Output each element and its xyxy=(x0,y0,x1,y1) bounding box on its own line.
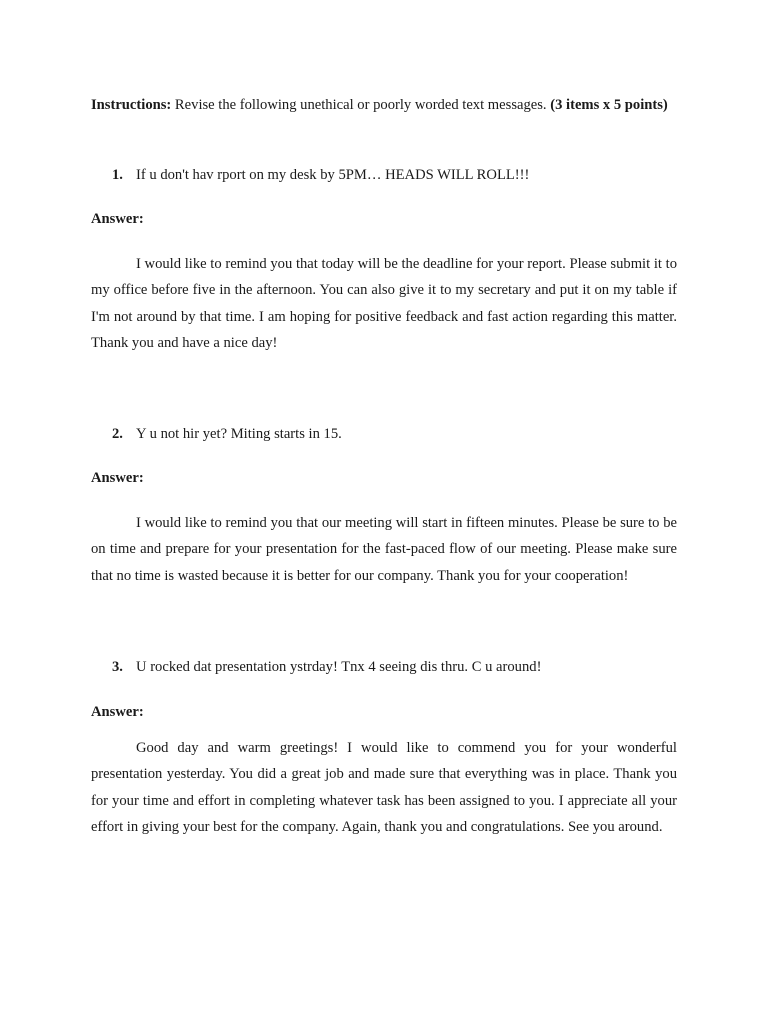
answer-label-2: Answer: xyxy=(91,470,144,486)
question-1 xyxy=(112,165,682,185)
answer-label-3: Answer: xyxy=(91,704,144,720)
instructions-paragraph xyxy=(91,92,677,118)
answer-label-1: Answer: xyxy=(91,211,144,227)
question-number: 1. xyxy=(112,167,123,183)
question-message: U rocked dat presentation ystrday! Tnx 4 seeing dis thru. C u around! xyxy=(136,659,542,675)
instructions-label: Instructions: xyxy=(91,97,172,113)
question-number: 2. xyxy=(112,426,123,442)
answer-body-2: I would like to remind you that our meeting will start in fifteen minutes. Please be sure to be on time and prepare for your presentation for the fast-paced flow of our meeting. Please make sure that no time is wasted because it is better for our company. Thank you for your cooperation! xyxy=(91,515,677,584)
instructions-points: (3 items x 5 points) xyxy=(550,97,668,113)
answer-body-1: I would like to remind you that today will be the deadline for your report. Please submit it to my office before five in the afternoon. You can also give it to my secretary and put it on my table if I'm not around by that time. I am hoping for positive feedback and fast action regarding this matter. Thank you and have a nice day! xyxy=(91,256,677,352)
question-2 xyxy=(112,424,682,444)
question-3 xyxy=(112,657,682,677)
question-message: If u don't hav rport on my desk by 5PM… HEADS WILL ROLL!!! xyxy=(136,167,530,183)
instructions-text: Revise the following unethical or poorly worded text messages. xyxy=(171,97,551,113)
question-number: 3. xyxy=(112,659,123,675)
answer-body-3: Good day and warm greetings! I would like to commend you for your wonderful presentation yesterday. You did a great job and made sure that everything was in place. Thank you for your time and effort in completing whatever task has been assigned to you. I appreciate all your effort in giving your best for the company. Again, thank you and congratulations. See you around. xyxy=(91,740,677,836)
question-message: Y u not hir yet? Miting starts in 15. xyxy=(136,426,342,442)
